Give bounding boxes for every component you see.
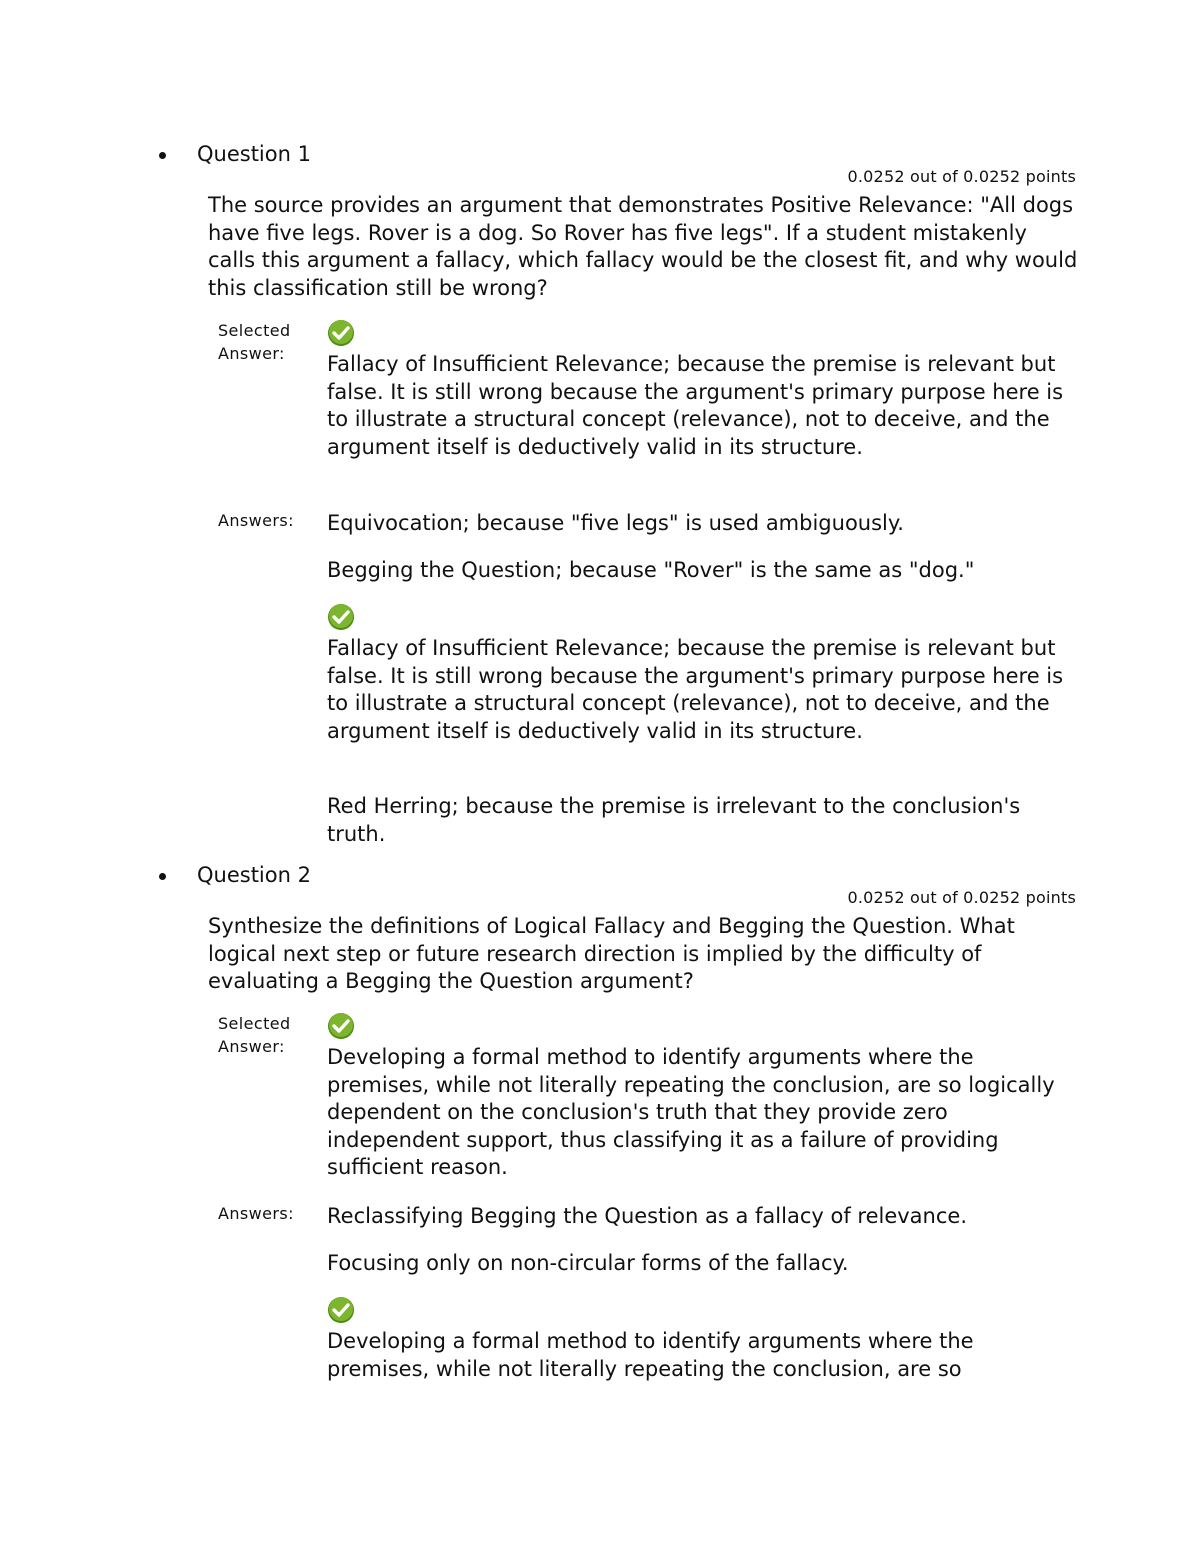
selected-answer-label: Selected Answer: bbox=[218, 321, 291, 363]
answer-text: Begging the Question; because "Rover" is the same as "dog." bbox=[327, 558, 975, 582]
answer-option bbox=[327, 557, 1077, 585]
question-points: 0.0252 out of 0.0252 points bbox=[847, 888, 1076, 907]
check-circle-icon bbox=[327, 603, 355, 631]
answer-option bbox=[327, 793, 1077, 848]
check-circle-icon bbox=[327, 1296, 355, 1324]
answer-option-correct bbox=[327, 603, 1077, 745]
check-circle-icon bbox=[327, 319, 355, 347]
answer-text: Focusing only on non-circular forms of the fallacy. bbox=[327, 1251, 849, 1275]
selected-answer-label: Selected Answer: bbox=[218, 1014, 291, 1056]
question-title: Question 2 bbox=[197, 863, 311, 887]
answer-text: Reclassifying Begging the Question as a fallacy of relevance. bbox=[327, 1204, 967, 1228]
answer-option bbox=[327, 1203, 1077, 1231]
question-text: Synthesize the definitions of Logical Fallacy and Begging the Question. What logical next step or future research direction is implied by the difficulty of evaluating a Begging the Question argument? bbox=[208, 914, 1015, 994]
bullet bbox=[159, 152, 166, 159]
question-title: Question 1 bbox=[197, 142, 311, 166]
answers-label: Answers: bbox=[218, 511, 294, 530]
answer-text: Equivocation; because "five legs" is used ambiguously. bbox=[327, 511, 904, 535]
question-text: The source provides an argument that demonstrates Positive Relevance: "All dogs have five legs. Rover is a dog. So Rover has five legs". If a student mistakenly calls this argument a fallacy, which fallacy would be the closest fit, and why would this classification still be wrong? bbox=[208, 193, 1078, 300]
answer-text: Developing a formal method to identify arguments where the premises, while not literally repeating the conclusion, are so bbox=[327, 1329, 974, 1381]
selected-answer-text: Developing a formal method to identify arguments where the premises, while not literally repeating the conclusion, are so logically dependent on the conclusion's truth that they provide zero independent support, thus classifying it as a failure of providing sufficient reason. bbox=[327, 1045, 1055, 1180]
answer-option bbox=[327, 1250, 1077, 1278]
selected-answer bbox=[327, 1012, 1077, 1182]
check-circle-icon bbox=[327, 1012, 355, 1040]
selected-answer-text: Fallacy of Insufficient Relevance; because the premise is relevant but false. It is still wrong because the argument's primary purpose here is to illustrate a structural concept (relevance), not to deceive, and the argument itself is deductively valid in its structure. bbox=[327, 352, 1064, 459]
answers-label: Answers: bbox=[218, 1204, 294, 1223]
answer-option-correct bbox=[327, 1296, 1077, 1383]
bullet bbox=[159, 873, 166, 880]
answer-option bbox=[327, 510, 1077, 538]
answer-text: Fallacy of Insufficient Relevance; because the premise is relevant but false. It is still wrong because the argument's primary purpose here is to illustrate a structural concept (relevance), not to deceive, and the argument itself is deductively valid in its structure. bbox=[327, 636, 1064, 743]
question-points: 0.0252 out of 0.0252 points bbox=[847, 167, 1076, 186]
selected-answer bbox=[327, 319, 1077, 461]
answer-text: Red Herring; because the premise is irrelevant to the conclusion's truth. bbox=[327, 794, 1021, 846]
